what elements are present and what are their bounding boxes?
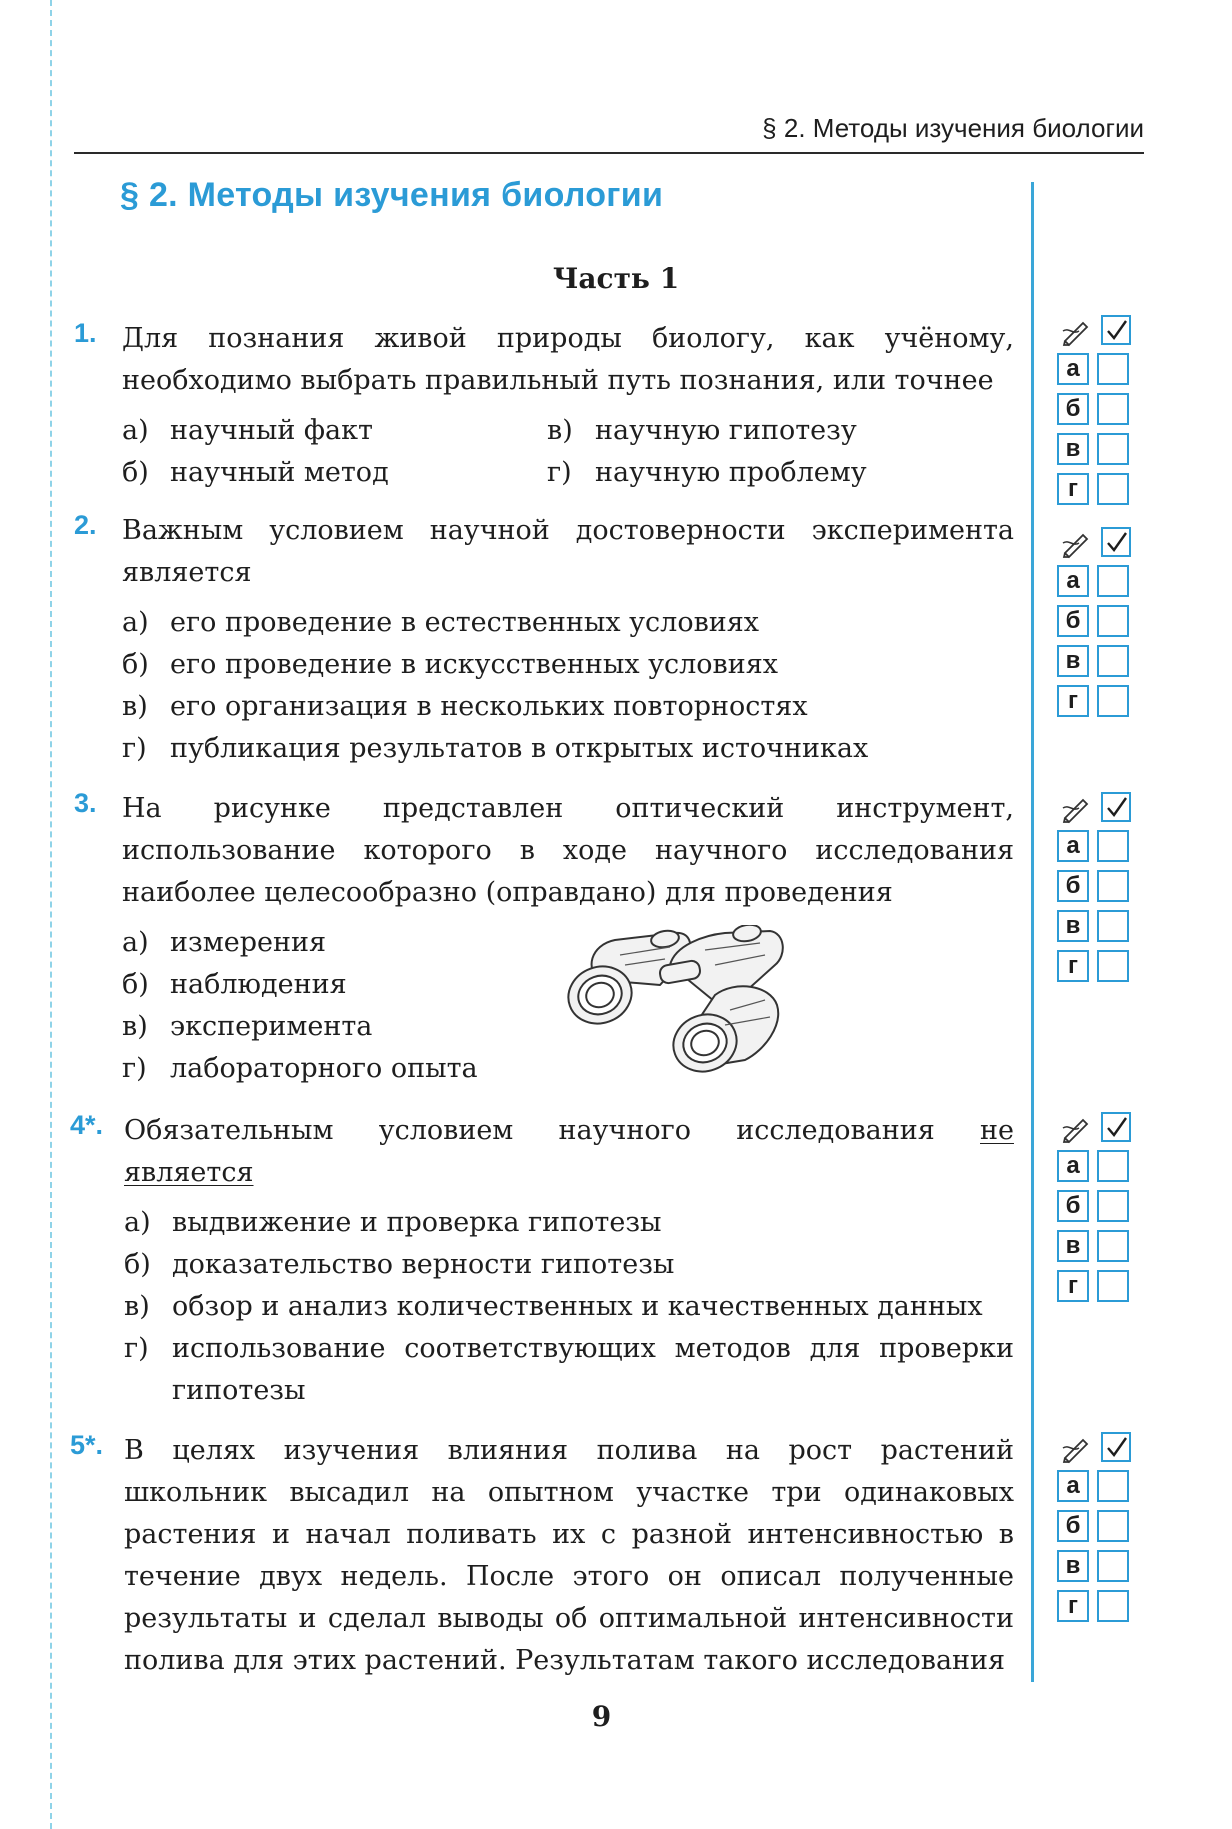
answer-row <box>1055 1546 1135 1586</box>
options <box>122 602 1014 770</box>
option-b[interactable]: б) наблюдения <box>122 969 347 1000</box>
options <box>124 1202 1014 1412</box>
answer-row <box>1055 906 1135 946</box>
binoculars-illustration <box>565 925 785 1085</box>
answer-letter: б <box>1057 605 1089 637</box>
answer-letter: г <box>1057 473 1089 505</box>
answer-row <box>1055 1146 1135 1186</box>
answer-row <box>1055 349 1135 389</box>
answer-letter: б <box>1057 1510 1089 1542</box>
question-number: 2. <box>74 510 97 540</box>
option-b[interactable]: б) доказательство верности гипотезы <box>124 1249 675 1280</box>
answer-row <box>1055 561 1135 601</box>
option-b[interactable]: б) научный метод <box>122 457 389 488</box>
option-a[interactable]: а) измерения <box>122 927 326 958</box>
answer-letter: б <box>1057 1190 1089 1222</box>
question-text: Для познания живой природы биологу, как учёному, необходимо выбрать правильный путь познания, или точнее <box>122 323 1014 396</box>
answer-checkbox[interactable] <box>1097 353 1129 385</box>
answer-box-header <box>1055 1112 1135 1146</box>
checkmark-icon <box>1105 1116 1129 1140</box>
answer-checkbox[interactable] <box>1097 950 1129 982</box>
option-g[interactable]: г) лабораторного опыта <box>122 1053 478 1084</box>
answer-box-4 <box>1055 1112 1135 1306</box>
answer-checkbox[interactable] <box>1097 830 1129 862</box>
section-title: § 2. Методы изучения биологии <box>120 176 664 214</box>
answer-checkbox[interactable] <box>1097 1230 1129 1262</box>
pencil-icon <box>1061 1434 1091 1464</box>
checkmark-icon <box>1105 796 1129 820</box>
answer-checkbox[interactable] <box>1097 870 1129 902</box>
answer-box-header <box>1055 315 1135 349</box>
answer-checkbox[interactable] <box>1097 645 1129 677</box>
question-5 <box>70 1430 1014 1682</box>
question-text <box>124 1110 1014 1194</box>
option-g[interactable]: г) публикация результатов в открытых источниках <box>122 733 869 764</box>
answer-row <box>1055 601 1135 641</box>
answer-letter: а <box>1057 1470 1089 1502</box>
answer-letter: а <box>1057 353 1089 385</box>
question-text-main: Обязательным условием научного исследования <box>124 1115 935 1146</box>
question-1 <box>74 318 1014 494</box>
option-v[interactable]: в) обзор и анализ количественных и качественных данных <box>124 1291 983 1322</box>
answer-letter: г <box>1057 1270 1089 1302</box>
answer-checkbox[interactable] <box>1097 433 1129 465</box>
answer-row <box>1055 946 1135 986</box>
part-title: Часть 1 <box>552 262 680 295</box>
answer-checkbox[interactable] <box>1097 393 1129 425</box>
answer-letter: б <box>1057 393 1089 425</box>
checkmark-icon <box>1105 531 1129 555</box>
question-4 <box>70 1110 1014 1412</box>
answer-row <box>1055 1266 1135 1306</box>
answer-letter: в <box>1057 1550 1089 1582</box>
option-a[interactable]: а) выдвижение и проверка гипотезы <box>124 1207 662 1238</box>
answer-letter: а <box>1057 830 1089 862</box>
answer-row <box>1055 1226 1135 1266</box>
answer-letter: б <box>1057 870 1089 902</box>
answer-letter: а <box>1057 1150 1089 1182</box>
pencil-icon <box>1061 794 1091 824</box>
answer-checkbox[interactable] <box>1097 605 1129 637</box>
answer-box-5 <box>1055 1432 1135 1626</box>
option-a[interactable]: а) научный факт <box>122 415 373 446</box>
answer-row <box>1055 866 1135 906</box>
answer-letter: а <box>1057 565 1089 597</box>
answer-row <box>1055 681 1135 721</box>
checkmark-box <box>1101 792 1131 822</box>
answer-row <box>1055 826 1135 866</box>
question-number: 5*. <box>70 1430 104 1460</box>
header-rule <box>74 152 1144 154</box>
answer-letter: г <box>1057 950 1089 982</box>
answer-letter: в <box>1057 1230 1089 1262</box>
question-2 <box>74 510 1014 770</box>
question-text-underlined: не является <box>124 1115 1014 1188</box>
option-v[interactable]: в) научную гипотезу <box>547 415 857 446</box>
option-b[interactable]: б) его проведение в искусственных условиях <box>122 649 779 680</box>
answer-checkbox[interactable] <box>1097 1190 1129 1222</box>
pencil-icon <box>1061 317 1091 347</box>
answer-checkbox[interactable] <box>1097 1270 1129 1302</box>
answer-column-rule <box>1031 182 1034 1682</box>
option-v[interactable]: в) его организация в нескольких повторностях <box>122 691 808 722</box>
answer-letter: г <box>1057 1590 1089 1622</box>
option-g[interactable]: г) научную проблему <box>547 457 867 488</box>
pencil-icon <box>1061 1114 1091 1144</box>
question-text: В целях изучения влияния полива на рост растений школьник высадил на опытном участке три одинаковых растения и начал поливать их с разной интенсивностью в течение двух недель. После этого он описал полученные результаты и сделал выводы об оптимальной интенсивности полива для этих растений. Результатам такого исследования <box>124 1435 1014 1676</box>
answer-checkbox[interactable] <box>1097 565 1129 597</box>
option-g[interactable]: г) использование соответствующих методов для проверки гипотезы <box>124 1333 1014 1406</box>
question-number: 1. <box>74 318 97 348</box>
answer-row <box>1055 1506 1135 1546</box>
pencil-icon <box>1061 529 1091 559</box>
answer-checkbox[interactable] <box>1097 1150 1129 1182</box>
answer-box-1 <box>1055 315 1135 509</box>
question-text: Важным условием научной достоверности эксперимента является <box>122 515 1014 588</box>
running-head: § 2. Методы изучения биологии <box>762 113 1144 143</box>
answer-checkbox[interactable] <box>1097 910 1129 942</box>
question-number: 3. <box>74 788 97 818</box>
answer-box-header <box>1055 792 1135 826</box>
option-v[interactable]: в) эксперимента <box>122 1011 373 1042</box>
answer-checkbox[interactable] <box>1097 1550 1129 1582</box>
answer-box-header <box>1055 527 1135 561</box>
answer-box-header <box>1055 1432 1135 1466</box>
answer-row <box>1055 429 1135 469</box>
answer-box-3 <box>1055 792 1135 986</box>
checkmark-icon <box>1105 319 1129 343</box>
answer-box-2 <box>1055 527 1135 721</box>
answer-checkbox[interactable] <box>1097 473 1129 505</box>
checkmark-box <box>1101 1432 1131 1462</box>
question-number: 4*. <box>70 1110 104 1140</box>
checkmark-box <box>1101 315 1131 345</box>
answer-row <box>1055 641 1135 681</box>
question-text: На рисунке представлен оптический инструмент, использование которого в ходе научного исследования наиболее целесообразно (оправдано) для проведения <box>122 793 1014 908</box>
checkmark-icon <box>1105 1436 1129 1460</box>
answer-row <box>1055 1186 1135 1226</box>
checkmark-box <box>1101 1112 1131 1142</box>
answer-row <box>1055 1466 1135 1506</box>
checkmark-box <box>1101 527 1131 557</box>
answer-checkbox[interactable] <box>1097 685 1129 717</box>
answer-letter: в <box>1057 645 1089 677</box>
option-a[interactable]: а) его проведение в естественных условиях <box>122 607 760 638</box>
page-number: 9 <box>591 1700 612 1733</box>
answer-checkbox[interactable] <box>1097 1590 1129 1622</box>
answer-letter: в <box>1057 433 1089 465</box>
answer-row <box>1055 389 1135 429</box>
answer-checkbox[interactable] <box>1097 1470 1129 1502</box>
answer-row <box>1055 469 1135 509</box>
answer-checkbox[interactable] <box>1097 1510 1129 1542</box>
options <box>122 410 1014 494</box>
answer-letter: г <box>1057 685 1089 717</box>
question-3 <box>74 788 1014 1090</box>
answer-row <box>1055 1586 1135 1626</box>
answer-letter: в <box>1057 910 1089 942</box>
